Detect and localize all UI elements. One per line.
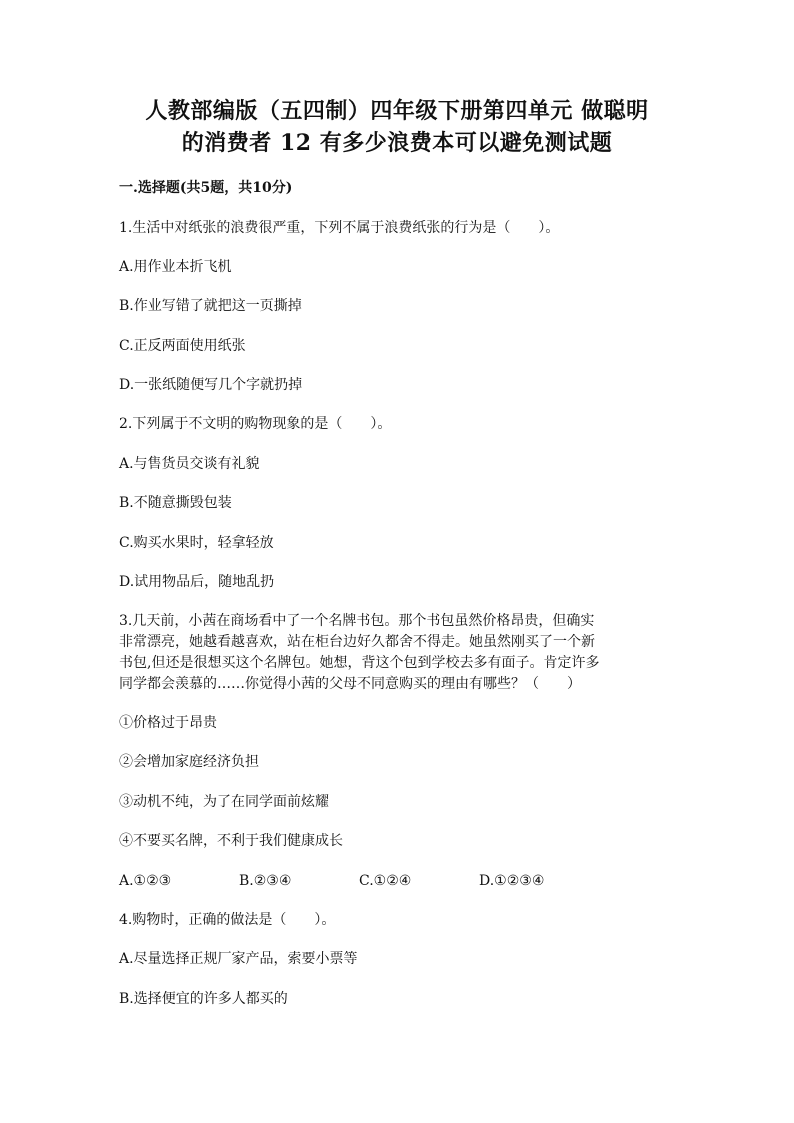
question-1-option-c: C.正反两面使用纸张 [119, 338, 246, 354]
question-3-option-c: C.①②④ [359, 873, 412, 889]
question-1-stem: 1.生活中对纸张的浪费很严重，下列不属于浪费纸张的行为是（ ）。 [119, 220, 560, 236]
question-2-option-b: B.不随意撕毁包装 [119, 495, 232, 511]
question-4-stem: 4.购物时，正确的做法是（ ）。 [119, 912, 336, 928]
question-1-option-a: A.用作业本折飞机 [119, 259, 232, 275]
question-2-option-d: D.试用物品后，随地乱扔 [119, 574, 275, 590]
question-3-stem-line-3: 书包,但还是很想买这个名牌包。她想，背这个包到学校去多有面子。肯定许多 [119, 655, 600, 671]
document-title-line-2: 的消费者 12 有多少浪费本可以避免测试题 [181, 130, 613, 156]
question-3-options-row [119, 871, 544, 891]
question-3-statement-4: ④不要买名牌，不利于我们健康成长 [119, 833, 343, 849]
question-3-option-d: D.①②③④ [479, 873, 545, 889]
question-3-statement-2: ②会增加家庭经济负担 [119, 754, 259, 770]
question-2-option-c: C.购买水果时，轻拿轻放 [119, 535, 274, 551]
question-1-option-b: B.作业写错了就把这一页撕掉 [119, 298, 302, 314]
question-3-option-b: B.②③④ [239, 873, 292, 889]
question-3-stem-line-2: 非常漂亮，她越看越喜欢，站在柜台边好久都舍不得走。她虽然刚买了一个新 [119, 634, 595, 650]
question-3-statement-3: ③动机不纯，为了在同学面前炫耀 [119, 794, 329, 810]
question-3-stem-line-1: 3.几天前，小茜在商场看中了一个名牌书包。那个书包虽然价格昂贵，但确实 [119, 613, 595, 629]
question-2-option-a: A.与售货员交谈有礼貌 [119, 456, 260, 472]
question-3-stem-line-4: 同学都会羡慕的……你觉得小茜的父母不同意购买的理由有哪些？（ ） [119, 676, 581, 692]
question-2-stem: 2.下列属于不文明的购物现象的是（ ）。 [119, 416, 392, 432]
section-heading: 一.选择题(共5题，共10分) [119, 180, 293, 196]
question-3-statement-1: ①价格过于昂贵 [119, 715, 217, 731]
question-1-option-d: D.一张纸随便写几个字就扔掉 [119, 377, 303, 393]
question-4-option-b: B.选择便宜的许多人都买的 [119, 991, 288, 1007]
document-title-line-1: 人教部编版（五四制）四年级下册第四单元 做聪明 [145, 98, 649, 124]
question-3-option-a: A.①②③ [119, 873, 172, 889]
question-4-option-a: A.尽量选择正规厂家产品，索要小票等 [119, 951, 358, 967]
